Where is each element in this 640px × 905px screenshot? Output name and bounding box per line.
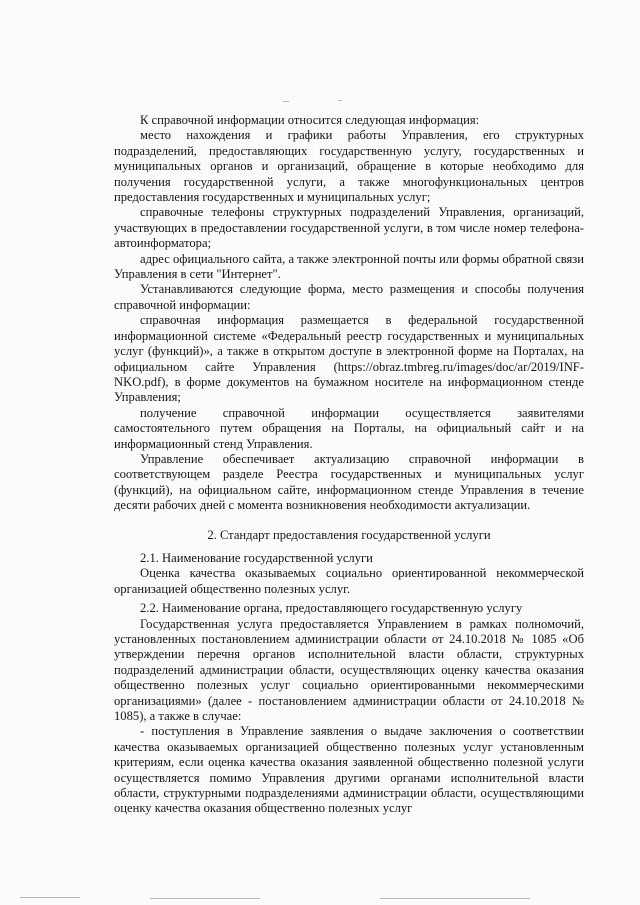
scan-speck	[283, 101, 289, 102]
paragraph-phone-numbers: справочные телефоны структурных подразделений Управления, организаций, участвующих в предоставлении государственной услуги, в том числе номер телефона-автоинформатора;	[114, 205, 584, 251]
paragraph-website-address: адрес официального сайта, а также электронной почты или формы обратной связи Управления в сети "Интернет".	[114, 251, 584, 282]
paragraph-reference-info-intro: К справочной информации относится следующая информация:	[140, 113, 480, 127]
scan-edge-line	[150, 898, 260, 899]
document-body	[114, 113, 584, 817]
subsection-2-2-heading: 2.2. Наименование органа, предоставляющего государственную услугу	[140, 601, 523, 616]
subsection-2-1-heading: 2.1. Наименование государственной услуги	[140, 550, 373, 565]
scan-edge-line	[380, 898, 530, 899]
subsection-2-2-list-item: - поступления в Управление заявления о выдаче заключения о соответствии качества оказываемых организацией общественно полезных услуг установленным критериям, если оценка качества оказания заявленной общественно полезной услуги осуществляется помимо Управления другими органами исполнительной власти области, структурными подразделениями администрации области, осуществляющими оценку качества оказания общественно полезных услуг	[114, 724, 584, 816]
subsection-2-2-text: Государственная услуга предоставляется Управлением в рамках полномочий, установленных постановлением администрации области от 24.10.2018 № 1085 «Об утверждении перечня органов исполнительной власти области, структурных подразделений администрации области, осуществляющих оценку качества оказания общественно полезных услуг социально ориентированными некоммерческими организациями» (далее - постановлением администрации области от 24.10.2018 № 1085), а также в случае:	[114, 616, 584, 724]
paragraph-location-schedules: место нахождения и графики работы Управления, его структурных подразделений, предоставляющих государственную услугу, государственных и муниципальных органов и организаций, обращение в которые необходимо для получения государственной услуги, а также многофункциональных центров предоставления государственных и муниципальных услуг;	[114, 128, 584, 205]
subsection-2-1-text: Оценка качества оказываемых социально ориентированной некоммерческой организацией общественно полезных услуг.	[114, 566, 584, 596]
scan-speck	[338, 100, 342, 101]
paragraph-info-obtaining: получение справочной информации осуществляется заявителями самостоятельного путем обращения на Порталы, на официальный сайт и на информационный стенд Управления.	[114, 405, 584, 451]
paragraph-info-forms-intro: Устанавливаются следующие форма, место размещения и способы получения справочной информации:	[114, 282, 584, 312]
paragraph-info-placement: справочная информация размещается в федеральной государственной информационной системе «Федеральный реестр государственных и муниципальных услуг (функций)», а также в открытом доступе в электронной форме на Порталах, на официальном сайте Управления (https://obraz.tmbreg.ru/images/doc/ar/2019/INF-NKO.pdf), в форме документов на бумажном носителе на информационном стенде Управления;	[114, 313, 584, 405]
paragraph-info-actualization: Управление обеспечивает актуализацию справочной информации в соответствующем разделе Реестра государственных и муниципальных услуг (функций), на официальном сайте, информационном стенде Управления в течение десяти рабочих дней с момента возникновения необходимости актуализации.	[114, 451, 584, 513]
scan-edge-line	[20, 897, 80, 898]
section-2-heading: 2. Стандарт предоставления государственной услуги	[207, 527, 491, 542]
